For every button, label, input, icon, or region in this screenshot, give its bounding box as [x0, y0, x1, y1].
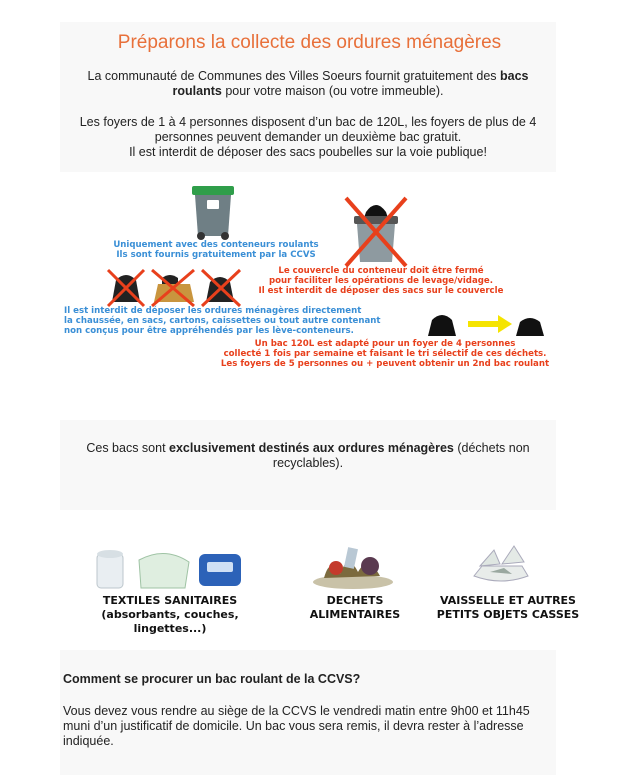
usage-paragraph: Ces bacs sont exclusivement destinés aux ordures ménagères (déchets non recyclables).	[86, 441, 530, 470]
howto-body: Vous devez vous rendre au siège de la CCVS le vendredi matin entre 9h00 et 11h45 muni d’un justificatif de domicile. Un bac vous sera remis, il devra rester à l’adresse indiquée.	[63, 704, 530, 748]
howto-heading: Comment se procurer un bac roulant de la CCVS?	[63, 672, 361, 686]
green-lid-bin-icon	[190, 186, 236, 240]
caption-lid: Le couvercle du conteneur doit être fermé pour faciliter les opérations de levage/vidage. Il est interdit de déposer des sacs sur le couvercle	[258, 266, 504, 296]
intro-paragraph-2: Les foyers de 1 à 4 personnes disposent d’un bac de 120L, les foyers de plus de 4 personnes peuvent demander un deuxième bac gratuit.	[79, 115, 537, 144]
caption-forbidden: Il est interdit de déposer les ordures ménagères directement la chaussée, en sacs, cartons, caissettes ou tout autre contenant non conçus pour être appréhendés par les lève-conteneurs.	[64, 306, 381, 336]
caption-containers: Uniquement avec des conteneurs roulants Ils sont fournis gratuitement par la CCVS	[113, 240, 319, 260]
category-label-sanitary: TEXTILES SANITAIRES (absorbants, couches, lingettes...)	[101, 594, 239, 635]
page-title: Préparons la collecte des ordures ménagères	[117, 32, 502, 53]
intro-paragraph-3: Il est interdit de déposer des sacs poubelles sur la voie publique!	[129, 145, 487, 159]
bag-arrow-bag-icon	[428, 310, 546, 338]
sanitary-textiles-icon	[95, 540, 245, 592]
category-label-dishes: VAISSELLE ET AUTRES PETITS OBJETS CASSES	[436, 594, 580, 621]
intro-paragraph-1: La communauté de Communes des Villes Soeurs fournit gratuitement des bacs roulants pour votre maison (ou votre immeuble).	[87, 69, 529, 98]
category-label-food: DECHETS ALIMENTAIRES	[309, 594, 401, 621]
overloaded-bin-crossed-icon	[344, 196, 408, 268]
forbidden-containers-icon	[106, 266, 246, 308]
food-waste-icon	[310, 538, 396, 590]
caption-120l: Un bac 120L est adapté pour un foyer de 4 personnes collecté 1 fois par semaine et faisant le tri sélectif de ces déchets. Les foyers de 5 personnes ou + peuvent obtenir un 2nd bac roulant	[220, 339, 550, 369]
broken-dishes-icon	[470, 542, 532, 584]
